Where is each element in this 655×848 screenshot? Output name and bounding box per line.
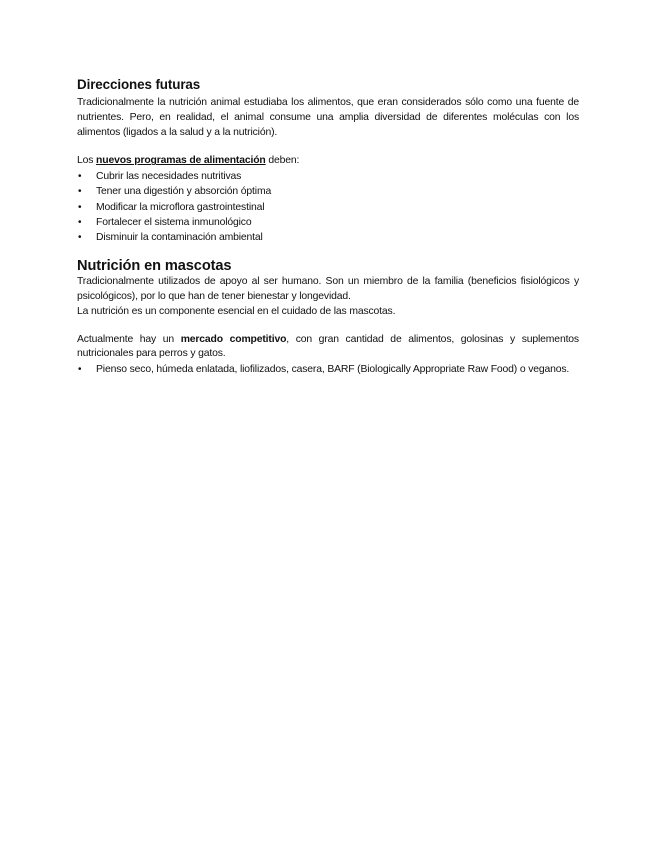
section2-paragraph-1: Tradicionalmente utilizados de apoyo al ser humano. Son un miembro de la familia (beneficios fisiológicos y psicológicos), por lo que han de tener bienestar y longevidad. <box>77 276 579 302</box>
bullet-icon: • <box>78 171 82 183</box>
section-heading-direcciones-futuras: Direcciones futuras <box>77 77 201 92</box>
bullet-icon: • <box>78 186 82 198</box>
list-item <box>77 184 579 199</box>
section1-paragraph: Tradicionalmente la nutrición animal estudiaba los alimentos, que eran considerados sólo como una fuente de nutrientes. Pero, en realidad, el animal consume una amplia diversidad de diferentes moléculas con los alimentos (ligados a la salud y a la nutrición). <box>77 97 579 138</box>
list-item-text: Tener una digestión y absorción óptima <box>96 186 272 198</box>
market-emphasis: mercado competitivo <box>180 333 287 345</box>
list-item <box>77 362 579 377</box>
document-page <box>77 76 579 377</box>
list-item-text: Pienso seco, húmeda enlatada, liofilizados, casera, BARF (Biologically Appropriate Raw Food) o veganos. <box>96 364 570 376</box>
section-heading-nutricion-en-mascotas: Nutrición en mascotas <box>77 258 232 275</box>
market-suffix: , con gran cantidad de alimentos, golosinas y suplementos nutricionales para perros y gatos. <box>77 333 579 360</box>
list-item-text: Cubrir las necesidades nutritivas <box>96 171 242 183</box>
spacer <box>77 140 579 154</box>
bullet-icon: • <box>78 201 82 213</box>
list-item <box>77 230 579 245</box>
section1-intro <box>77 154 579 169</box>
list-item <box>77 169 579 184</box>
list-item-text: Disminuir la contaminación ambiental <box>96 232 263 243</box>
list-item-text: Modificar la microflora gastrointestinal <box>96 201 265 213</box>
market-prefix: Actualmente hay un <box>77 333 181 345</box>
bullet-icon: • <box>78 364 82 376</box>
intro-emphasis: nuevos programas de alimentación <box>96 155 266 167</box>
intro-prefix: Los <box>77 155 97 167</box>
section2-paragraph-2: La nutrición es un componente esencial en el cuidado de las mascotas. <box>77 305 396 317</box>
intro-suffix: deben: <box>265 155 300 167</box>
list-item <box>77 215 579 230</box>
section2-market-paragraph <box>77 333 579 363</box>
list-item-text: Fortalecer el sistema inmunológico <box>96 216 252 228</box>
spacer <box>77 320 579 333</box>
section1-bullet-list <box>77 169 579 245</box>
bullet-icon: • <box>78 232 82 243</box>
list-item <box>77 200 579 215</box>
bullet-icon: • <box>78 216 82 228</box>
section2-bullet-list <box>77 362 579 377</box>
